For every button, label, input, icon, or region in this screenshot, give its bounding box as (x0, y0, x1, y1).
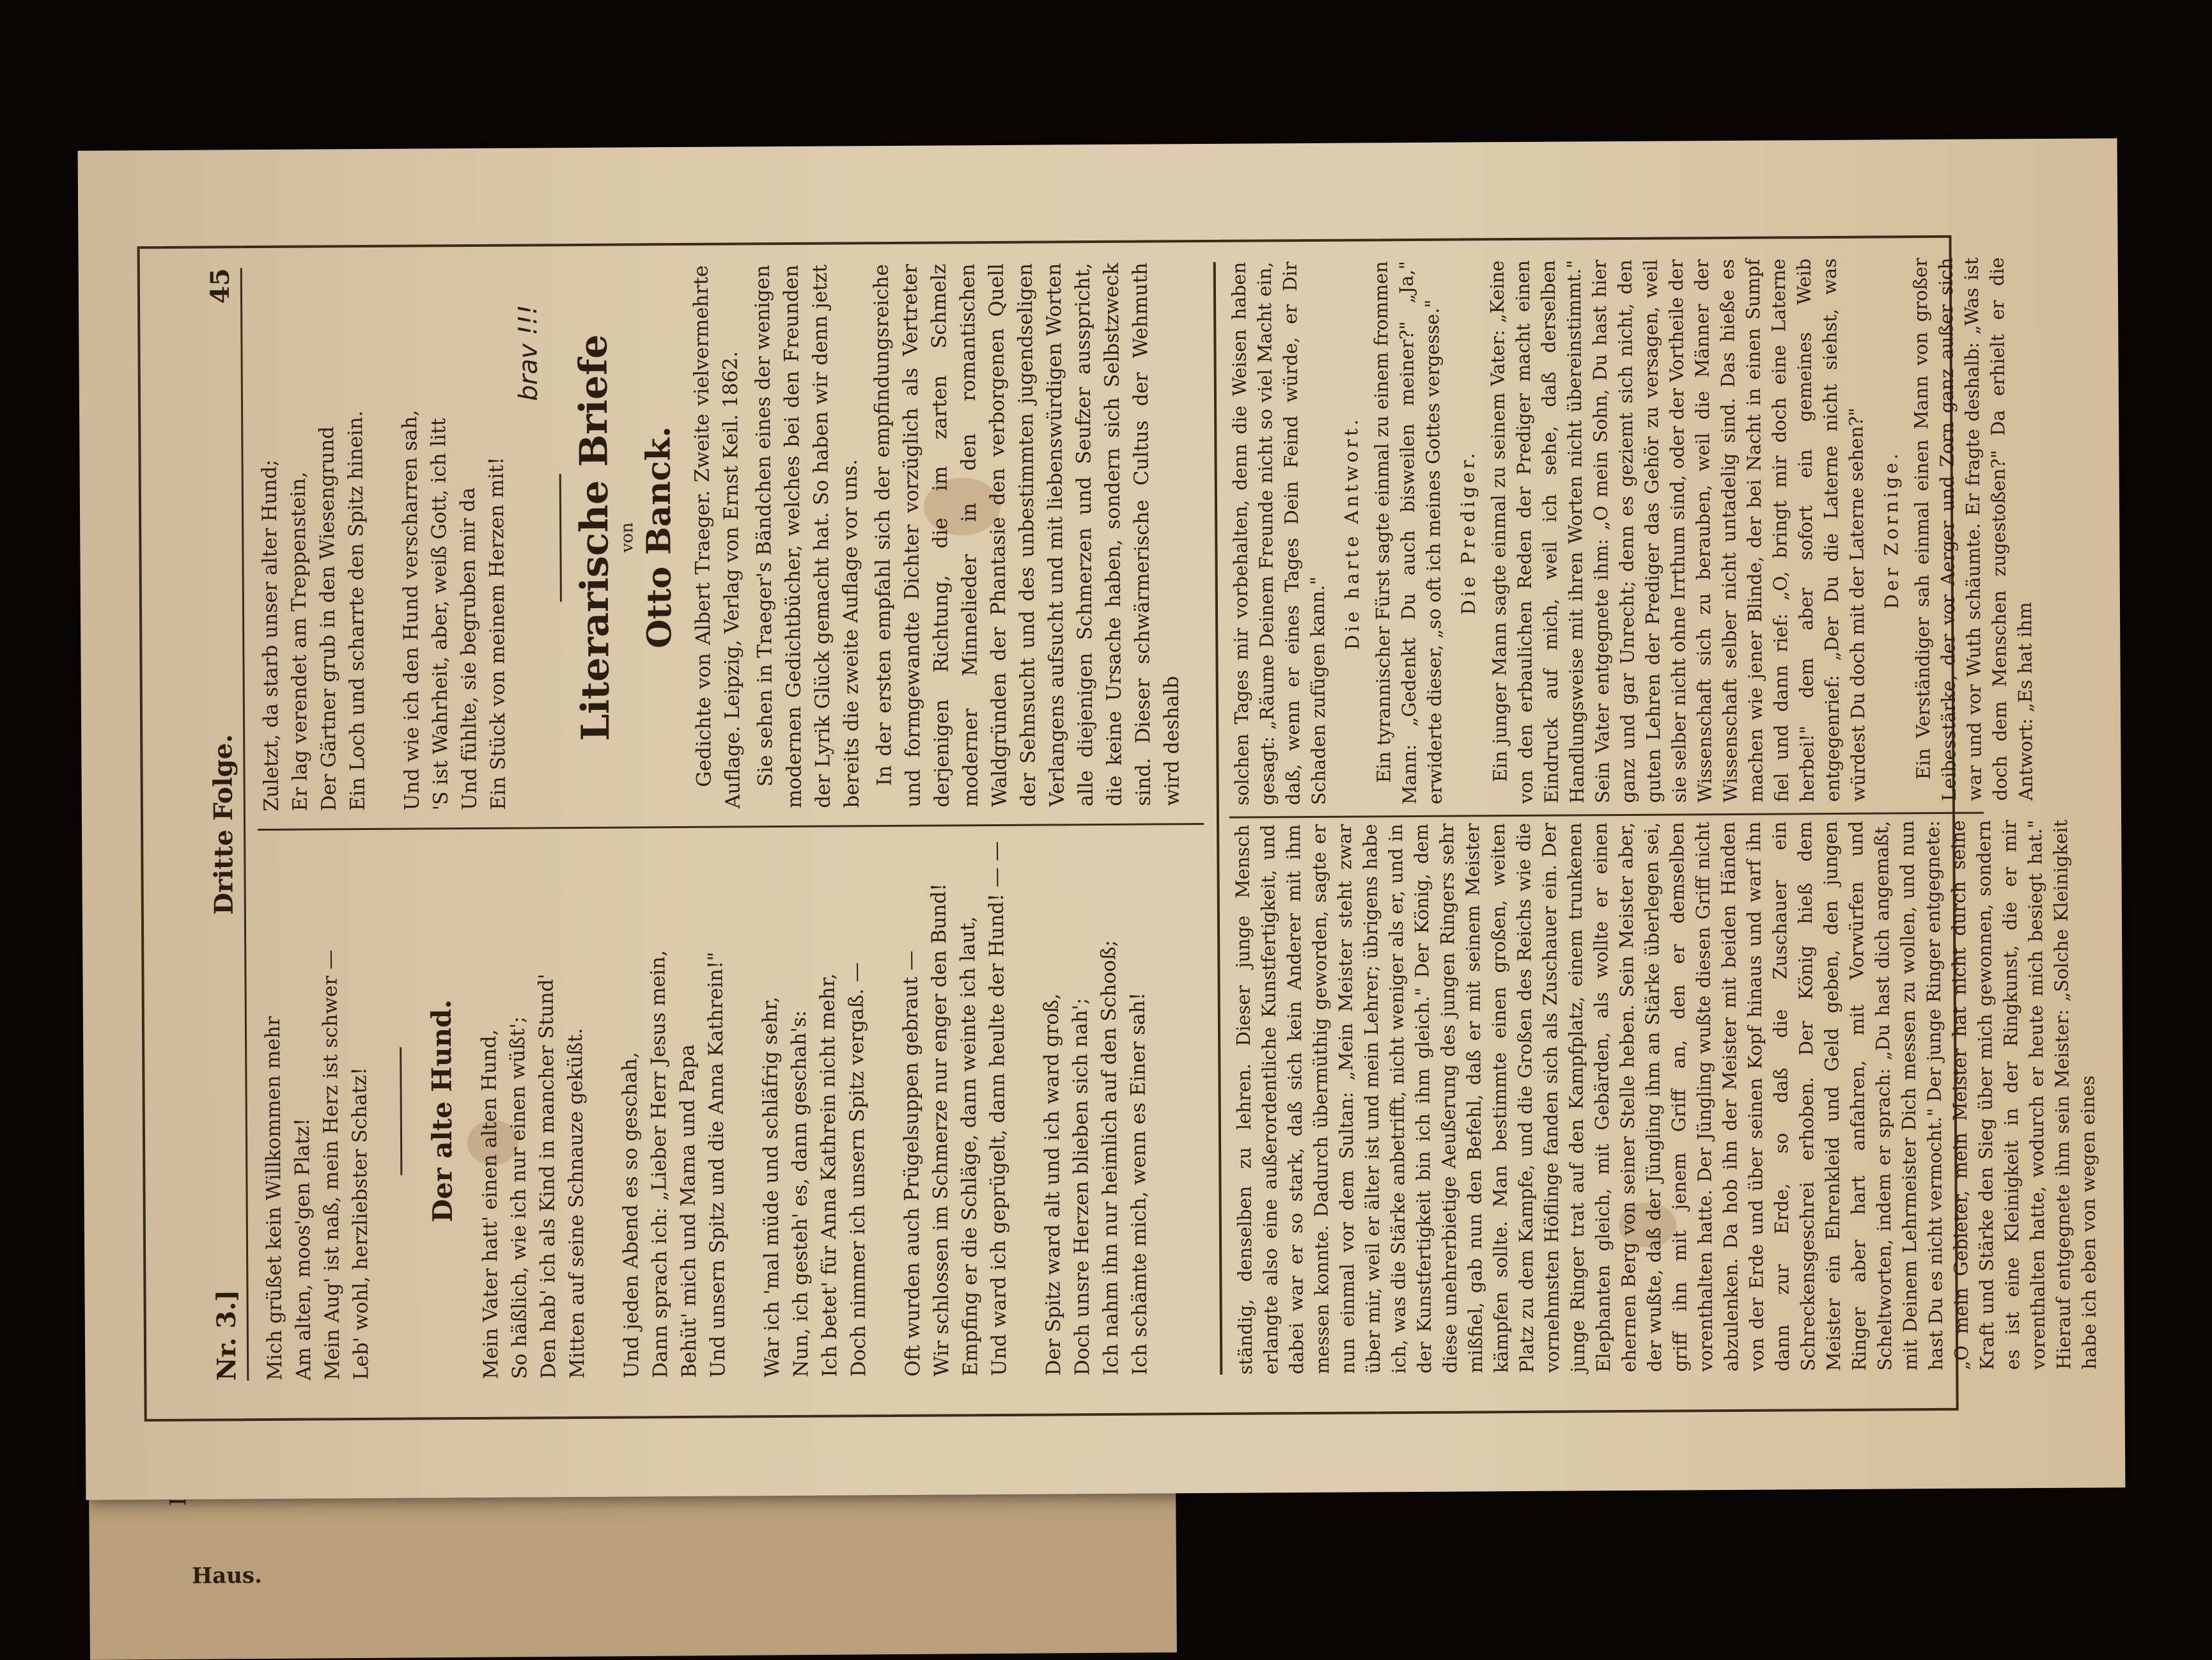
poem-title: Der alte Hund. (425, 999, 458, 1223)
verse: War ich 'mal müde und schläfrig sehr, (758, 996, 784, 1378)
paragraph: Ein junger Mann sagte einmal zu seinem Vater: „Keine von den erbaulichen Reden der Prediger macht einen Eindruck auf mich, weil ich sehe, daß derselben Handlungsweise mit ihren Worten nicht übereinstimmt." Sein Vater entgegnete ihm: „O mein Sohn, Du hast hier ganz und gar Unrecht; denn es geziemt sich nicht, den guten Lehren der Prediger das Gehör zu versagen, weil sie selber nicht ohne Irrthum sind, oder der Vortheile der Wissenschaft sich zu berauben, weil die Männer der Wissenschaft selber nicht untadelig sind. Das hieße es machen wie jener Blinde, der bei Nacht in einen Sumpf fiel und dann rief: „O, bringt mir doch eine Laterne herbei!" dem aber sofort ein gemeines Weib entgegenrief: „Der Du die Laterne nicht siehst, was würdest Du doch mit der Laterne sehen?" (1486, 258, 1869, 804)
neighbouring-page (89, 1486, 1177, 1660)
handwritten-note: brav !!! (513, 304, 543, 402)
stanza (254, 267, 373, 811)
rotated-page-content (196, 231, 2101, 1406)
verse: Leb' wohl, herzliebster Schatz! (348, 1067, 373, 1381)
verse: Mein Aug' ist naß, mein Herz ist schwer — (318, 950, 345, 1381)
bottom-right-column (1226, 257, 2037, 806)
verse: Empfing er die Schläge, dann weinte ich laut, (956, 916, 983, 1377)
neighbour-word: Haus. (191, 1563, 263, 1589)
paragraph: Sie sehen in Traeger's Bändchen eines der wenigen modernen Gedichtbücher, welches bei den Freunden der Lyrik Glück gemacht hat. So haben wir denn jetzt bereits die zweite Auflage vor uns. (751, 264, 864, 809)
verse: Und fühlte, sie begruben mir da (456, 487, 481, 811)
paragraph: Ein tyrannischer Fürst sagte einmal zu einem frommen Mann: „Gedenkt Du auch bisweilen meiner?" „Ja," erwiderte dieser, „so oft ich meines Gottes vergesse." (1369, 260, 1446, 805)
article-title: Literarische Briefe (571, 334, 619, 742)
section-title: Der Zornige. (1880, 450, 1903, 609)
verse: Wir schlossen im Schmerze nur enger den Bund! (927, 883, 954, 1377)
stanza (474, 842, 592, 1379)
verse: Er lag verendet am Treppenstein, (286, 471, 312, 811)
section-title: Die harte Antwort. (1340, 416, 1364, 650)
verse: Am alten, moos'gen Platz! (290, 1118, 316, 1381)
stanza (1036, 838, 1155, 1376)
verse: Und ward ich geprügelt, dann heulte der Hund! — — (985, 841, 1011, 1377)
stanza (395, 267, 513, 811)
section-title: Die Prediger. (1456, 450, 1480, 615)
verse: Ein Loch und scharrte den Spitz hinein. (344, 410, 370, 811)
poem-top (258, 843, 376, 1381)
verse: Und jeden Abend es so geschah, (618, 1052, 644, 1379)
verse: So häßlich, wie ich nur einen wüßt'; (506, 1016, 532, 1379)
verse: Nun, ich gesteh' es, dann geschah's: (787, 1010, 813, 1377)
article-author: Otto Banck. (639, 426, 680, 649)
verse: Doch unsre Herzen blieben sich nah'; (1068, 998, 1094, 1376)
column-right (254, 262, 1204, 811)
verse: Ich nahm ihn nur heimlich auf den Schooß; (1097, 939, 1123, 1376)
separator (400, 1047, 402, 1175)
verse: Behüt' mich und Mama und Papa (676, 1044, 701, 1379)
column-left (258, 838, 1207, 1381)
paragraph: Ein Verständiger sah einmal einen Mann von großer Leibesstärke, der vor Aerger und Zorn ganz außer sich war und vor Wuth schäumte. Er fragte deshalb: „Was ist doch dem Menschen zugestoßen?" Da erhielt er die Antwort: „Es hat ihm (1909, 257, 2037, 802)
verse: Ich schämte mich, wenn es Einer sah! (1126, 992, 1152, 1375)
book-page (78, 138, 2126, 1499)
paragraph: In der ersten empfahl sich der empfindungsreiche und formgewandte Dichter vorzüglich als Vertreter derjenigen Richtung, die im zarten Schmelz moderner Minnelieder in den romantischen Waldgründen der Phantasie den verborgenen Quell der Sehnsucht und des unbestimmten jugendseligen Verlangens aufsucht und mit liebenswürdigen Worten alle diejenigen Schmerzen und Seufzer ausspricht, die keine Ursache haben, sondern sich Selbstzweck sind. Dieser schwärmerische Cultus der Wehmuth wird deshalb (869, 262, 1184, 808)
column-divider (1229, 812, 1984, 818)
page-number: 45 (205, 268, 236, 304)
verse: Der Spitz ward alt und ich ward groß, (1040, 993, 1066, 1376)
verse: Mein Vater hatt' einen alten Hund, (477, 1029, 503, 1379)
stanza (614, 841, 733, 1379)
verse: Zuletzt, da starb unser alter Hund; (258, 459, 283, 812)
verse: Oft wurden auch Prügelsuppen gebraut — (899, 950, 925, 1377)
verse: 'S ist Wahrheit, aber, weiß Gott, ich litt (427, 418, 453, 811)
separator (559, 474, 562, 602)
stanza (755, 840, 873, 1377)
article-von: von (618, 522, 637, 553)
verse: Dann sprach ich: „Lieber Herr Jesus mein, (646, 950, 673, 1379)
verse: Und unsern Spitz und die Anna Kathrein!" (704, 951, 730, 1378)
paragraph: solchen Tages mir vorbehalten, denn die Weisen haben gesagt: „Räume Deinem Freunde nicht so viel Macht ein, daß, wenn er eines Tages Dein Feind würde, er Dir Schaden zufügen kann." (1227, 262, 1330, 806)
verse: Ein Stück von meinem Herzen mit! (485, 457, 510, 810)
running-header (206, 268, 249, 1381)
verse: Mitten auf seine Schnauze geküßt. (563, 1028, 589, 1379)
column-divider (258, 823, 1204, 831)
stanza (896, 839, 1014, 1377)
verse: Und wie ich den Hund verscharren sah, (398, 409, 424, 811)
series-title: Dritte Folge. (208, 733, 239, 915)
verse: Doch nimmer ich unsern Spitz vergaß. — (845, 962, 871, 1377)
paragraph: ständig, denselben zu lehren. Dieser junge Mensch erlangte also eine außerordentliche Kunstfertigkeit, und dabei war er so stark, daß sich kein Anderer mit ihm messen konnte. Dadurch übermüthig geworden, sagte er nun einmal vor dem Sultan: „Mein Meister steht zwar über mir, weil er älter ist und mein Lehrer; übrigens habe ich, was die Stärke anbetrifft, nicht weniger als er, und in der Kunstfertigkeit bin ich ihm gleich." Der König, dem diese unehrerbietige Aeußerung des jungen Ringers sehr mißfiel, gab nun den Befehl, daß er mit seinem Meister kämpfen sollte. Man bestimmte einen großen, weiten Platz zu dem Kampfe, und die Großen des Reichs wie die vornehmsten Höflinge fanden sich als Zuschauer ein. Der junge Ringer trat auf den Kampfplatz, einem trunkenen Elephanten gleich, mit Gebärden, als wollte er einen ehernen Berg von seiner Stelle heben. Sein Meister aber, der wußte, daß der Jüngling ihm an Stärke überlegen sei, griff ihn mit jenem Griff an, den er demselben vorenthalten hatte. Der Jüngling wußte diesen Griff nicht abzulenken. Da hob ihn der Meister mit beiden Händen von der Erde und über seinen Kopf hinaus und warf ihn dann zur Erde, so daß die Zuschauer ein Schreckensgeschrei erhoben. Der König hieß dem Meister ein Ehrenkleid und Geld geben, den jungen Ringer aber hart anfahren, mit Vorwürfen und Scheltworten, indem er sprach: „Du hast dich angemaßt, mit Deinem Lehrmeister Dich messen zu wollen, und nun hast Du es nicht vermocht." Der junge Ringer entgegnete: „O mein Gebieter, mein Meister hat nicht durch seine Kraft und Stärke den Sieg über mich gewonnen, sondern es ist eine Kleinigkeit in der Ringkunst, die er mir vorenthalten hatte, wodurch er heute mich besiegt hat." Hierauf entgegnete ihm sein Meister: „Solche Kleinigkeit habe ich eben von wegen eines (1231, 819, 2101, 1375)
issue-number: Nr. 3.] (211, 1289, 242, 1381)
verse: Der Gärtner grub in den Wiesengrund (315, 426, 341, 811)
verse: Ich betet' für Anna Kathrein nicht mehr, (816, 973, 842, 1377)
verse: Mich grüßet kein Willkommen mehr (261, 1016, 287, 1381)
section-divider (1213, 262, 1223, 1375)
paragraph: Gedichte von Albert Traeger. Zweite vielvermehrte Auflage. Leipzig, Verlag von Ernst Keil. 1862. (689, 265, 745, 809)
bottom-left-column (1229, 819, 2101, 1375)
verse: Den hab' ich als Kind in mancher Stund' (534, 973, 561, 1379)
